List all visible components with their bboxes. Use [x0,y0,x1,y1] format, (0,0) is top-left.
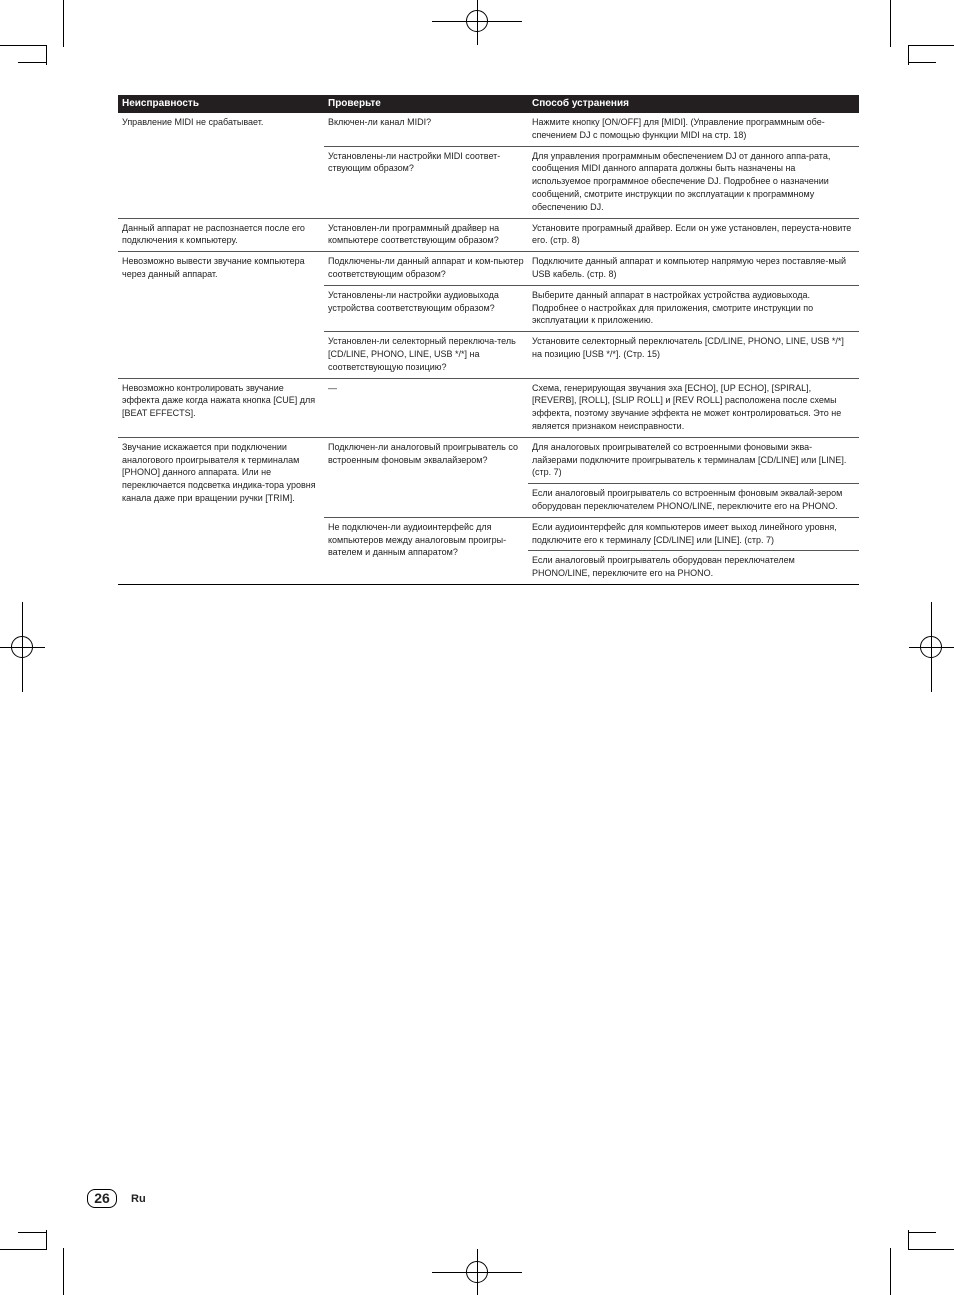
table-row [118,218,859,252]
solution-text: Подключите данный аппарат и компьютер напрямую через поставляе-мый USB кабель. (стр. 8) [532,256,846,279]
solution-text: Схема, генерирующая звучания эха [ECHO], [UP ECHO], [SPIRAL], [REVERB], [ROLL], [SLIP ROLL] и [REV ROLL] расположена после схемы эффекта, поэтому звучание эффекта не может контролироваться. Это не является признаком неисправности. [532,382,842,431]
solution-text: Для управления программным обеспечением DJ от данного аппа-рата, сообщения MIDI данного аппарата должны быть назначены на используемое программное обеспечение DJ. Подробнее о назначении сообщений, смотрите инструкции по эксплуатации к программному обеспечению DJ. [532,150,831,212]
language-label: Ru [131,1193,146,1205]
check-cell [324,437,528,517]
troubleshooting-table [118,95,859,585]
solution-text: Для аналоговых проигрывателей со встроенными фоновыми эква-лайзерами подключите проигрыватель к терминалам [CD/LINE] или [LINE]. (стр. 7) [532,441,847,478]
solution-cell [528,484,859,518]
check-cell [324,332,528,378]
column-header-problem: Неисправность [118,95,324,113]
check-text: — [328,382,337,393]
check-text: Подключены-ли данный аппарат и ком-пьютер соответствующим образом? [328,256,524,279]
problem-text: Данный аппарат не распознается после его подключения к компьютеру. [122,222,305,246]
problem-cell [118,218,324,252]
problem-cell [118,437,324,584]
check-text: Установлен-ли селекторный переключа-тель [CD/LINE, PHONO, LINE, USB */*] на соответствующую позицию? [328,336,516,372]
solution-cell [528,378,859,437]
check-cell [324,113,528,146]
problem-text: Звучание искажается при подключении аналогового проигрывателя к терминалам [PHONO] данного аппарата. Или не переключается подсветка индика-тора уровня канала даже при вращении ручки [TRIM]. [122,441,316,503]
check-cell [324,146,528,218]
solution-cell [528,252,859,286]
check-text: Установлены-ли настройки MIDI соответ-ствующим образом? [328,150,501,174]
table-row [118,113,859,146]
problem-text: Невозможно контролировать звучание эффекта даже когда нажата кнопка [CUE] для [BEAT EFFECTS]. [122,382,316,419]
solution-text: Нажмите кнопку [ON/OFF] для [MIDI]. (Управление программным обе-спечением DJ с помощью функции MIDI на стр. 18) [532,117,825,140]
solution-cell [528,218,859,252]
solution-text: Установите селекторный переключатель [CD/LINE, PHONO, LINE, USB */*] на позицию [USB */*]. (Стр. 15) [532,336,844,359]
page-number: 26 [87,1189,117,1208]
check-text: Установлен-ли программный драйвер на компьютере соответствующим образом? [328,222,500,246]
solution-cell [528,517,859,551]
problem-text: Невозможно вывести звучание компьютера через данный аппарат. [122,256,305,279]
column-header-solution: Способ устранения [528,95,859,113]
solution-cell [528,146,859,218]
problem-text: Управление MIDI не срабатывает. [122,117,264,127]
solution-cell [528,332,859,378]
solution-cell [528,437,859,483]
table-row [118,252,859,286]
solution-cell [528,551,859,585]
table-row [118,378,859,437]
check-cell [324,218,528,252]
solution-text: Если аналоговый проигрыватель оборудован переключателем PHONO/LINE, переключите его на PHONO. [532,555,795,579]
check-text: Включен-ли канал MIDI? [328,117,432,127]
check-text: Установлены-ли настройки аудиовыхода устройства соответствующим образом? [328,289,499,313]
check-cell [324,252,528,286]
check-text: Подключен-ли аналоговый проигрыватель со встроенным фоновым эквалайзером? [328,441,518,465]
solution-text: Если аудиоинтерфейс для компьютеров имеет выход линейного уровня, подключите его к терминалу [CD/LINE] или [LINE]. (стр. 7) [532,521,837,545]
check-cell [324,285,528,331]
check-text: Не подключен-ли аудиоинтерфейс для компьютеров между аналоговым проигры-вателем и данным аппаратом? [328,521,507,558]
solution-text: Выберите данный аппарат в настройках устройства аудиовыхода. Подробнее о настройках для приложения, смотрите инструкции по эксплуатации к приложению. [532,289,814,326]
solution-cell [528,285,859,331]
check-cell [324,378,528,437]
table-row [118,437,859,483]
solution-cell [528,113,859,146]
table-header-row [118,95,859,113]
problem-cell [118,378,324,437]
solution-text: Установите програмный драйвер. Если он уже установлен, переуста-новите его. (стр. 8) [532,222,852,246]
check-cell [324,517,528,584]
solution-text: Если аналоговый проигрыватель со встроенным фоновым эквалай-зером оборудован переключателем PHONO/LINE, переключите его на PHONO. [532,488,843,511]
problem-cell [118,113,324,218]
problem-cell [118,252,324,378]
column-header-check: Проверьте [324,95,528,113]
